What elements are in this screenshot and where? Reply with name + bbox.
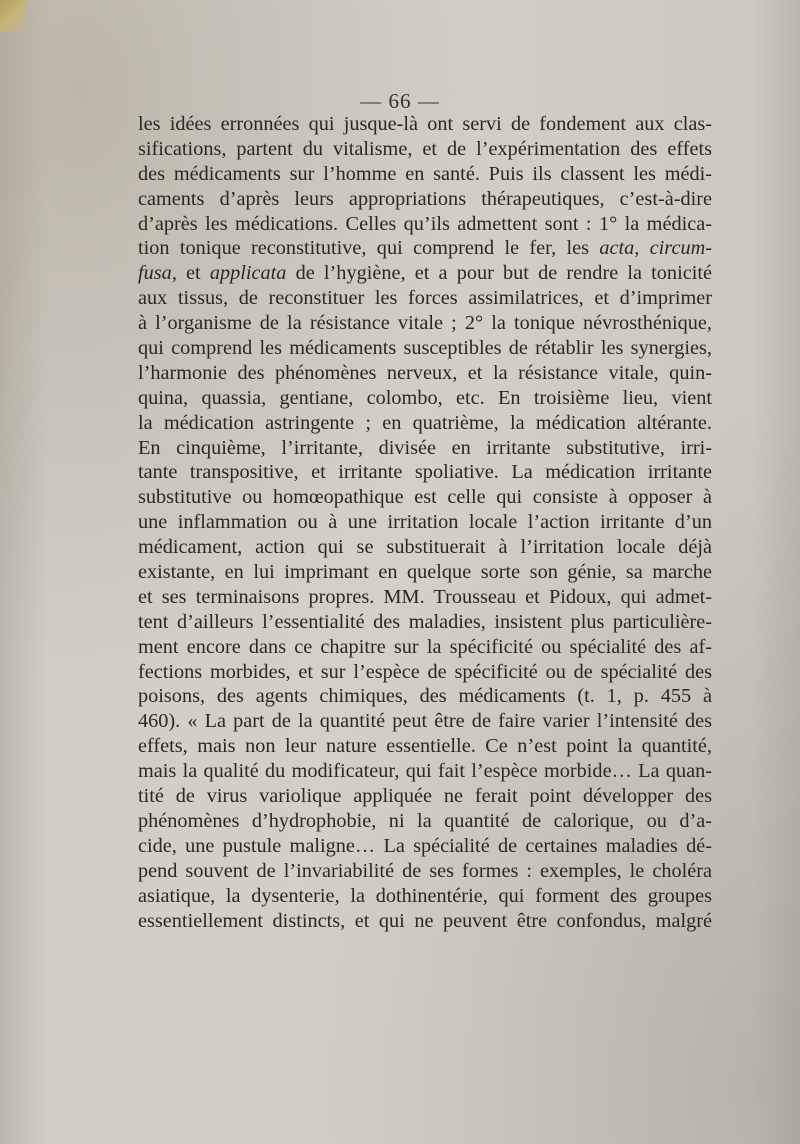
text-line bbox=[138, 112, 712, 137]
text-line-content: poisons, des agents chimiques, des médicaments (t. 1, p. 455 à bbox=[138, 685, 712, 708]
text-line-content: une inflammation ou à une irritation locale l’action irritante d’un bbox=[138, 511, 712, 534]
text-line-content: fections morbides, et sur l’espèce de spécificité ou de spécialité des bbox=[138, 660, 712, 683]
text-line bbox=[138, 510, 712, 535]
text-line bbox=[138, 759, 712, 784]
italic-term: fusa bbox=[138, 262, 172, 285]
text-line bbox=[138, 684, 712, 709]
text-line-content: l’harmonie des phénomènes nerveux, et la résistance vitale, quin- bbox=[138, 361, 712, 384]
italic-term: acta, circum- bbox=[599, 237, 712, 260]
text-line-content: , et bbox=[171, 262, 210, 285]
text-line bbox=[138, 162, 712, 187]
text-line-content: cide, une pustule maligne… La spécialité de certaines maladies dé- bbox=[138, 834, 712, 857]
text-line-content: aux tissus, de reconstituer les forces assimilatrices, et d’imprimer bbox=[138, 287, 712, 310]
text-line-content: caments d’après leurs appropriations thérapeutiques, c’est-à-dire bbox=[138, 187, 712, 210]
text-line bbox=[138, 809, 712, 834]
text-line-content: existante, en lui imprimant en quelque sorte son génie, sa marche bbox=[138, 561, 712, 584]
text-line bbox=[138, 635, 712, 660]
text-line bbox=[138, 834, 712, 859]
text-line bbox=[138, 436, 712, 461]
text-line bbox=[138, 734, 712, 759]
text-line bbox=[138, 909, 712, 934]
text-line-content: En cinquième, l’irritante, divisée en irritante substitutive, irri- bbox=[138, 436, 712, 459]
page-number: — 66 — bbox=[360, 89, 440, 113]
text-line-content: à l’organisme de la résistance vitale ; 2° la tonique névrosthénique, bbox=[138, 312, 712, 335]
text-line bbox=[138, 311, 712, 336]
text-line-content: tent d’ailleurs l’essentialité des maladies, insistent plus particulière- bbox=[138, 610, 712, 633]
text-line bbox=[138, 585, 712, 610]
text-line bbox=[138, 411, 712, 436]
text-line-content: essentiellement distincts, et qui ne peuvent être confondus, malgré bbox=[138, 909, 712, 932]
text-line bbox=[138, 859, 712, 884]
text-line-content: qui comprend les médicaments susceptibles de rétablir les synergies, bbox=[138, 337, 712, 360]
text-line-content: ment encore dans ce chapitre sur la spécificité ou spécialité des af- bbox=[138, 635, 712, 658]
paper-stain bbox=[0, 0, 26, 32]
text-line-content: substitutive ou homœopathique est celle qui consiste à opposer à bbox=[138, 486, 712, 509]
body-text bbox=[138, 112, 712, 933]
text-line bbox=[138, 286, 712, 311]
text-line bbox=[138, 709, 712, 734]
text-line-content: mais la qualité du modificateur, qui fait l’espèce morbide… La quan- bbox=[138, 760, 712, 783]
text-line-content: et ses terminaisons propres. MM. Trousseau et Pidoux, qui admet- bbox=[138, 585, 712, 608]
text-line bbox=[138, 485, 712, 510]
text-line-content: effets, mais non leur nature essentielle. Ce n’est point la quantité, bbox=[138, 735, 712, 758]
text-line bbox=[138, 236, 712, 261]
italic-term: applicata bbox=[209, 262, 287, 285]
text-line bbox=[138, 784, 712, 809]
text-line-content: tion tonique reconstitutive, qui comprend le fer, les bbox=[138, 237, 600, 260]
text-line-content: des médicaments sur l’homme en santé. Puis ils classent les médi- bbox=[138, 162, 712, 185]
text-line bbox=[138, 460, 712, 485]
text-line-content: quina, quassia, gentiane, colombo, etc. En troisième lieu, vient bbox=[138, 386, 712, 409]
text-line-content: les idées erronnées qui jusque-là ont servi de fondement aux clas- bbox=[138, 113, 712, 135]
text-line-content: phénomènes d’hydrophobie, ni la quantité de calorique, ou d’a- bbox=[138, 809, 712, 832]
text-line bbox=[138, 361, 712, 386]
text-line bbox=[138, 884, 712, 909]
text-line-content: asiatique, la dysenterie, la dothinentérie, qui forment des groupes bbox=[138, 884, 712, 907]
text-line bbox=[138, 535, 712, 560]
text-line bbox=[138, 137, 712, 162]
text-line-content: sifications, partent du vitalisme, et de l’expérimentation des effets bbox=[138, 137, 712, 160]
text-line-content: la médication astringente ; en quatrième, la médication altérante. bbox=[138, 411, 712, 434]
text-line bbox=[138, 610, 712, 635]
text-line-content: de l’hygiène, et a pour but de rendre la tonicité bbox=[286, 262, 712, 285]
text-line-content: d’après les médications. Celles qu’ils admettent sont : 1° la médica- bbox=[138, 212, 712, 235]
text-line bbox=[138, 660, 712, 685]
text-line bbox=[138, 212, 712, 237]
text-line-content: tante transpositive, et irritante spoliative. La médication irritante bbox=[138, 461, 712, 484]
text-line bbox=[138, 336, 712, 361]
text-line bbox=[138, 261, 712, 286]
text-line-content: 460). « La part de la quantité peut être de faire varier l’intensité des bbox=[138, 710, 712, 733]
text-line-content: tité de virus variolique appliquée ne ferait point développer des bbox=[138, 785, 712, 808]
text-line-content: médicament, action qui se substituerait à l’irritation locale déjà bbox=[138, 536, 712, 559]
text-line bbox=[138, 187, 712, 212]
text-line bbox=[138, 560, 712, 585]
text-line bbox=[138, 386, 712, 411]
text-line-content: pend souvent de l’invariabilité de ses formes : exemples, le choléra bbox=[138, 859, 712, 882]
